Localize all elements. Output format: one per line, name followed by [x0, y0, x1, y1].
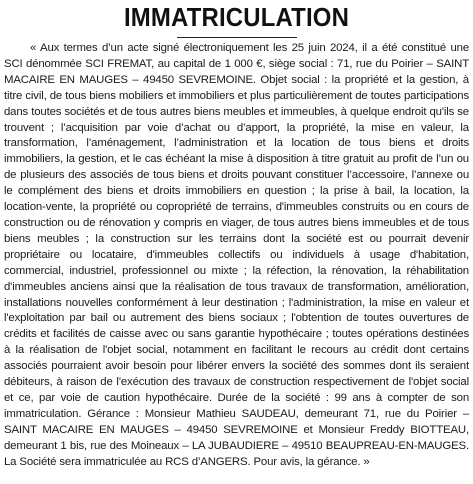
notice-body-text: « Aux termes d’un acte signé électroniquement les 25 juin 2024, il a été constitué une SCI dénommée SCI FREMAT, au capital de 1 000 €, siège social : 71, rue du Poirier – SAINT MACAIRE EN MAUGES – 49450 SEVREMOINE. Objet social : la propriété et la gestion, à titre civil, de tous biens mobiliers et immobiliers et plus particulièrement de toutes participations dans toutes sociétés et de tous autres biens meubles et immeubles, à quelque endroit qu'ils se trouvent ; l’acquisition par voie d’achat ou d’apport, la propriété, la mise en valeur, la transformation, l’aménagement, l’administration et la location de tous biens et droits immobiliers, la gestion, et le cas échéant la mise à disposition à titre gratuit au profit de l’un ou de plusieurs des associés de tous biens et droits pouvant constituer l’accessoire, l’annexe ou le complément des biens et droits immobiliers en question ; la prise à bail, la location, la location-vente, la propriété ou copropriété de terrains, d'immeubles construits ou en cours de construction ou de rénovation y compris en viager, de tous autres biens immeubles et de tous biens meubles ; la construction sur les terrains dont la société est ou pourrait devenir propriétaire ou locataire, d'immeubles collectifs ou individuels à usage d'habitation, commercial, industriel, professionnel ou mixte ; la réfection, la rénovation, la réhabilitation d'immeubles anciens ainsi que la réalisation de tous travaux de transformation, amélioration, installations nouvelles conformément à leur destination ; l'administration, la mise en valeur et l'exploitation par bail ou autrement des biens sociaux ; l'obtention de toutes ouvertures de crédits et facilités de caisse avec ou sans garantie hypothécaire ; toutes opérations destinées à la réalisation de l'objet social, notamment en facilitant le recours au crédit dont certains associés pourraient avoir besoin pour libérer envers la société des sommes dont ils seraient débiteurs, à raison de l'exécution des travaux de construction respectivement de l'objet social et ce, par voie de caution hypothécaire. Durée de la société : 99 ans à compter de son immatriculation. Gérance : Monsieur Mathieu SAUDEAU, demeurant 71, rue du Poirier – SAINT MACAIRE EN MAUGES – 49450 SEVREMOINE et Monsieur Freddy BIOTTEAU, demeurant 1 bis, rue des Moineaux – LA JUBAUDIERE – 49510 BEAUPREAU-EN-MAUGES. La Société sera immatriculée au RCS d’ANGERS. Pour avis, la gérance. »: [4, 42, 469, 468]
notice-title: IMMATRICULATION: [123, 2, 350, 32]
legal-notice: [4, 3, 469, 470]
title-divider: [177, 37, 297, 38]
